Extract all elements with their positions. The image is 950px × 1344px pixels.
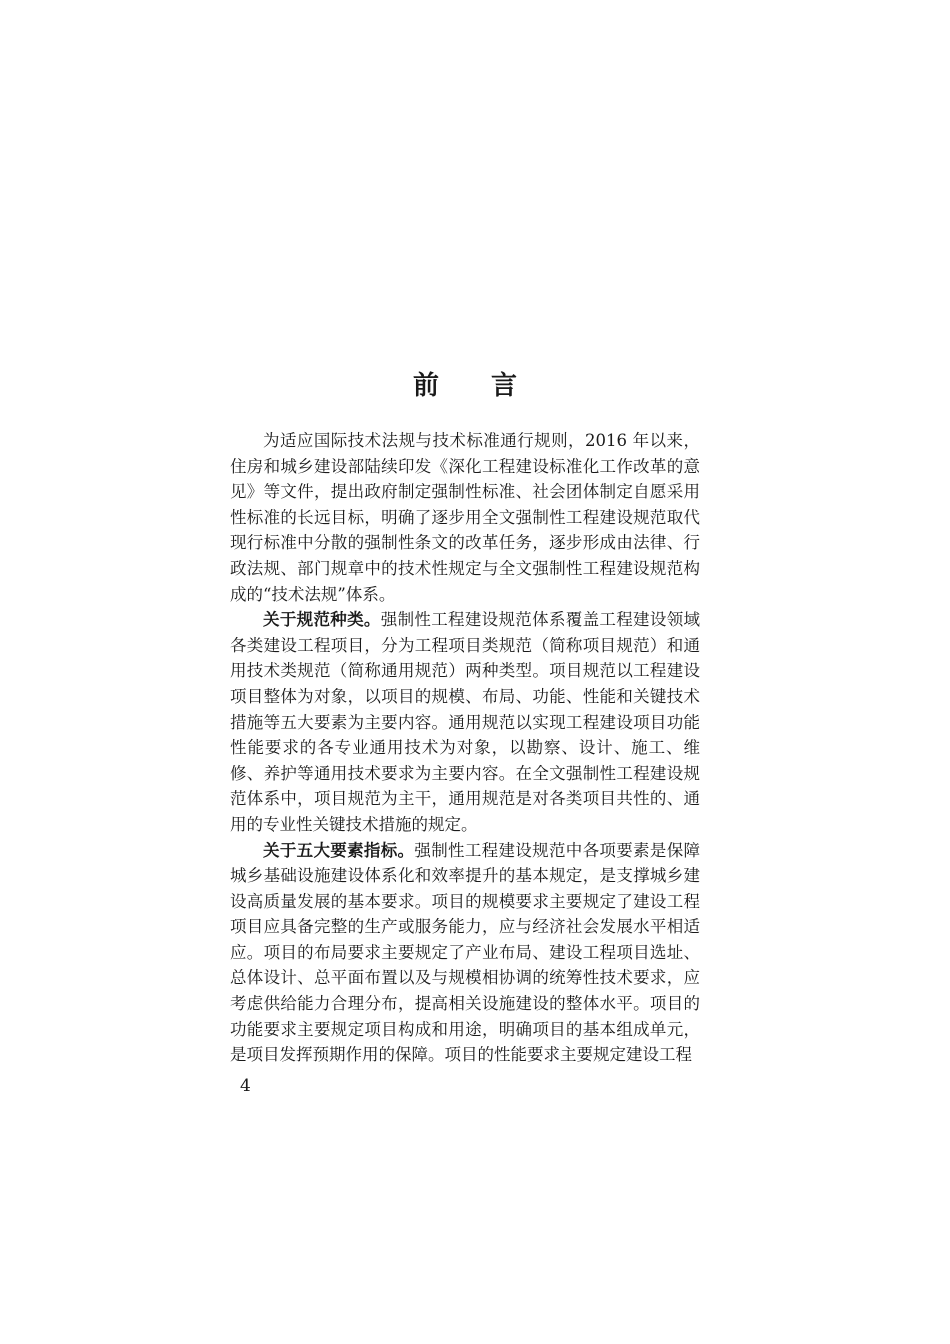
paragraph-text: 强制性工程建设规范中各项要素是保障城乡基础设施建设体系化和效率提升的基本规定，是支撑城乡建设高质量发展的基本要求。项目的规模要求主要规定了建设工程项目应具备完整的生产或服务能力，应与经济社会发展水平相适应。项目的布局要求主要规定了产业布局、建设工程项目选址、总体设计、总平面布置以及与规模相协调的统筹性技术要求，应考虑供给能力合理分布，提高相关设施建设的整体水平。项目的功能要求主要规定项目构成和用途，明确项目的基本组成单元，是项目发挥预期作用的保障。项目的性能要求主要规定建设工程 — [230, 840, 701, 1065]
paragraph-text: 为适应国际技术法规与技术标准通行规则，2016 年以来，住房和城乡建设部陆续印发《深化工程建设标准化工作改革的意见》等文件，提出政府制定强制性标准、社会团体制定自愿采用性标准的长远目标，明确了逐步用全文强制性工程建设规范取代现行标准中分散的强制性条文的改革任务，逐步形成由法律、行政法规、部门规章中的技术性规定与全文强制性工程建设规范构成的“技术法规”体系。 — [230, 431, 700, 604]
paragraph-text: 强制性工程建设规范体系覆盖工程建设领域各类建设工程项目，分为工程项目类规范（简称项目规范）和通用技术类规范（简称通用规范）两种类型。项目规范以工程建设项目整体为对象，以项目的规模、布局、功能、性能和关键技术措施等五大要素为主要内容。通用规范以实现工程建设项目功能性能要求的各专业通用技术为对象，以勘察、设计、施工、维修、养护等通用技术要求为主要内容。在全文强制性工程建设规范体系中，项目规范为主干，通用规范是对各类项目共性的、通用的专业性关键技术措施的规定。 — [230, 610, 701, 834]
paragraph-lead: 关于五大要素指标。 — [263, 840, 415, 860]
paragraph-lead: 关于规范种类。 — [263, 610, 381, 630]
page-title-char-2: 言 — [491, 371, 518, 401]
paragraph-norm-types — [230, 607, 700, 837]
page-title-char-1: 前 — [412, 371, 439, 401]
page-title — [230, 366, 700, 406]
page-number: 4 — [240, 1076, 251, 1096]
paragraph-five-elements — [230, 838, 700, 1068]
paragraph-intro — [230, 428, 700, 607]
preface-body — [230, 428, 700, 1068]
